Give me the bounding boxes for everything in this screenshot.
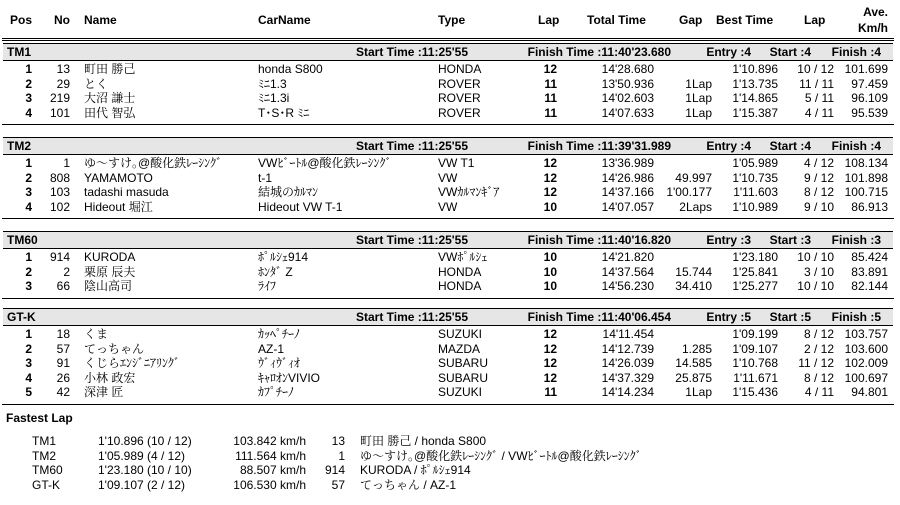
finish-count: Finish :5 [831, 310, 881, 324]
cell-ave: 103.757 [844, 327, 888, 341]
cell-ave: 96.109 [851, 91, 888, 105]
cell-best: 1'09.199 [732, 327, 778, 341]
cell-total: 14'21.820 [601, 250, 654, 264]
cell-no: 1 [63, 156, 70, 170]
cell-best: 1'10.735 [732, 170, 778, 185]
cell-best: 1'13.735 [732, 76, 778, 91]
cell-car: 結城のｶﾙﾏﾝ [258, 185, 319, 199]
cell-gap: 1'00.177 [666, 185, 712, 199]
table-row [0, 156, 900, 170]
cell-best: 1'10.989 [732, 199, 778, 214]
cell-blap: 3 / 10 [803, 264, 834, 279]
cell-blap: 2 / 12 [803, 341, 834, 356]
cell-no: 29 [56, 76, 70, 91]
fastest-time: 1'23.180 (10 / 10) [98, 463, 192, 477]
cell-lap: 12 [543, 370, 557, 385]
cell-total: 14'11.454 [602, 327, 654, 341]
start-count: Start :4 [769, 139, 811, 153]
cell-no: 103 [49, 185, 70, 199]
cell-name: くま [84, 327, 109, 341]
cell-type: VW [438, 199, 458, 214]
cell-blap: 5 / 11 [804, 91, 834, 105]
cell-gap: 1Lap [685, 76, 712, 91]
cell-lap: 11 [544, 105, 557, 120]
finish-time: Finish Time :11:40'16.820 [527, 233, 671, 247]
cell-name: ゆ～すけ｡@酸化鉄ﾚｰｼﾝｸﾞ [84, 156, 223, 170]
cell-pos: 1 [25, 250, 32, 264]
col-lap: Lap [538, 13, 560, 27]
cell-car: ﾐﾆ1.3i [258, 91, 290, 105]
cell-car: T･S･R ﾐﾆ [258, 105, 310, 120]
fastest-no: 914 [324, 463, 345, 477]
class-header-bar [3, 137, 893, 155]
cell-car: ｶｯﾍﾟﾁｰﾉ [258, 327, 301, 341]
cell-lap: 12 [543, 170, 557, 185]
cell-pos: 4 [25, 199, 32, 214]
finish-time: Finish Time :11:40'23.680 [527, 45, 671, 59]
cell-lap: 10 [543, 250, 557, 264]
table-row [0, 250, 900, 264]
cell-type: VWｶﾙﾏﾝｷﾞｱ [438, 185, 500, 199]
fastest-time: 1'10.896 (10 / 12) [98, 434, 192, 448]
finish-count: Finish :4 [831, 45, 881, 59]
table-row [0, 279, 900, 293]
cell-name: 深津 匠 [84, 385, 124, 399]
cell-blap: 8 / 12 [803, 185, 834, 199]
cell-lap: 10 [543, 279, 557, 293]
fastest-cls: GT-K [32, 477, 61, 492]
section-divider [2, 218, 894, 219]
cell-ave: 108.134 [844, 156, 888, 170]
cell-best: 1'10.896 [732, 62, 778, 76]
col-no: No [54, 13, 70, 27]
cell-blap: 9 / 10 [803, 199, 834, 214]
table-row [0, 91, 900, 105]
cell-ave: 100.697 [844, 370, 888, 385]
class-header-bar [3, 231, 893, 249]
table-row [0, 106, 900, 120]
start-time: Start Time :11:25'55 [355, 233, 468, 247]
cell-name: 陰山高司 [84, 279, 133, 293]
cell-lap: 12 [543, 327, 557, 341]
fastest-speed: 88.507 km/h [239, 463, 306, 477]
table-row [0, 265, 900, 279]
cell-blap: 10 / 10 [797, 279, 834, 293]
cell-no: 91 [56, 356, 70, 370]
cell-gap: 2Laps [679, 199, 712, 214]
cell-car: ﾐﾆ1.3 [258, 76, 287, 91]
cell-total: 14'26.986 [601, 170, 654, 185]
col-best-time: Best Time [716, 13, 774, 27]
class-name: GT-K [7, 310, 36, 324]
cell-ave: 94.801 [851, 385, 888, 399]
cell-total: 14'02.603 [601, 91, 654, 105]
cell-name: 小林 政宏 [84, 370, 136, 385]
cell-no: 66 [56, 279, 70, 293]
cell-type: VW [438, 170, 458, 185]
fastest-who: ゆ～すけ｡@酸化鉄ﾚｰｼﾝｸﾞ / VWﾋﾞｰﾄﾙ@酸化鉄ﾚｰｼﾝｸﾞ [360, 448, 642, 463]
col-gap: Gap [679, 13, 703, 27]
finish-count: Finish :3 [831, 233, 881, 247]
cell-blap: 10 / 12 [797, 62, 834, 76]
cell-ave: 102.009 [844, 356, 888, 370]
cell-type: ROVER [438, 91, 481, 105]
cell-lap: 12 [543, 356, 557, 370]
cell-lap: 11 [544, 91, 557, 105]
results-header [0, 0, 900, 42]
cell-blap: 8 / 12 [803, 327, 834, 341]
class-header-bar [3, 43, 893, 61]
cell-name: 田代 智弘 [84, 105, 136, 120]
cell-lap: 12 [543, 62, 557, 76]
cell-total: 14'07.633 [601, 105, 654, 120]
cell-car: ﾎﾟﾙｼｪ914 [258, 250, 309, 264]
cell-name: くじらｴﾝｼﾞﾆｱﾘﾝｸﾞ [84, 356, 181, 370]
cell-car: Hideout VW T-1 [258, 199, 343, 214]
cell-pos: 3 [25, 185, 32, 199]
cell-lap: 10 [543, 264, 557, 279]
cell-pos: 2 [25, 264, 32, 279]
cell-total: 13'50.936 [601, 76, 654, 91]
cell-total: 14'14.234 [601, 385, 654, 399]
entry-count: Entry :4 [706, 45, 751, 59]
table-row [0, 371, 900, 385]
cell-name: YAMAMOTO [84, 170, 153, 185]
cell-gap: 1Lap [685, 91, 712, 105]
cell-pos: 2 [25, 341, 32, 356]
cell-total: 14'37.329 [601, 370, 654, 385]
cell-gap: 1.285 [681, 341, 712, 356]
finish-count: Finish :4 [831, 139, 881, 153]
cell-no: 102 [49, 199, 70, 214]
fastest-cls: TM2 [32, 448, 56, 463]
cell-gap: 34.410 [675, 279, 712, 293]
cell-gap: 1Lap [685, 105, 712, 120]
cell-best: 1'25.277 [732, 279, 778, 293]
cell-best: 1'10.768 [732, 356, 778, 370]
cell-no: 219 [49, 91, 70, 105]
cell-blap: 8 / 12 [803, 370, 834, 385]
table-row [0, 327, 900, 341]
cell-best: 1'14.865 [732, 91, 778, 105]
section-divider [2, 124, 894, 125]
cell-total: 13'36.989 [601, 156, 654, 170]
table-row [0, 185, 900, 199]
cell-car: honda S800 [258, 62, 323, 76]
col-ave-2: Km/h [858, 21, 888, 35]
cell-pos: 2 [25, 170, 32, 185]
cell-gap: 14.585 [675, 356, 712, 370]
cell-best: 1'11.671 [733, 370, 778, 385]
fastest-who: 町田 勝己 / honda S800 [360, 434, 487, 448]
cell-gap: 49.997 [675, 170, 712, 185]
cell-ave: 82.144 [851, 279, 888, 293]
cell-total: 14'56.230 [601, 279, 654, 293]
cell-no: 808 [49, 170, 70, 185]
fastest-lap-title: Fastest Lap [6, 411, 73, 425]
cell-name: 町田 勝己 [84, 62, 136, 76]
col-best-lap: Lap [804, 13, 826, 27]
cell-type: HONDA [438, 264, 482, 279]
cell-ave: 85.424 [851, 250, 888, 264]
cell-name: てっちゃん [84, 341, 145, 356]
cell-best: 1'15.436 [732, 385, 778, 399]
class-name: TM2 [7, 139, 31, 153]
cell-pos: 4 [25, 370, 32, 385]
fastest-who: KURODA / ﾎﾟﾙｼｪ914 [360, 463, 471, 477]
cell-ave: 86.913 [851, 199, 888, 214]
cell-lap: 10 [543, 199, 557, 214]
start-count: Start :4 [769, 45, 811, 59]
cell-lap: 12 [543, 156, 557, 170]
cell-pos: 4 [25, 105, 32, 120]
start-count: Start :5 [769, 310, 811, 324]
cell-gap: 15.744 [675, 264, 712, 279]
cell-name: 栗原 辰夫 [84, 264, 136, 279]
fastest-speed: 103.842 km/h [233, 434, 306, 448]
cell-ave: 103.600 [844, 341, 888, 356]
cell-no: 18 [56, 327, 70, 341]
cell-gap: 25.875 [675, 370, 712, 385]
cell-best: 1'05.989 [732, 156, 778, 170]
cell-pos: 3 [25, 356, 32, 370]
cell-type: MAZDA [438, 341, 480, 356]
cell-pos: 1 [25, 62, 32, 76]
col-pos: Pos [10, 13, 33, 27]
cell-name: 大沼 謙士 [84, 91, 136, 105]
table-row [0, 62, 900, 76]
cell-ave: 83.891 [851, 264, 888, 279]
cell-total: 14'12.739 [601, 341, 654, 356]
table-row [0, 200, 900, 214]
cell-lap: 12 [543, 341, 557, 356]
finish-time: Finish Time :11:39'31.989 [527, 139, 671, 153]
col-carname: CarName [258, 13, 311, 27]
cell-best: 1'11.603 [733, 185, 778, 199]
cell-total: 14'28.680 [601, 62, 654, 76]
cell-car: ｷｬﾛｵﾝVIVIO [258, 370, 321, 385]
cell-blap: 4 / 12 [803, 156, 834, 170]
cell-no: 914 [49, 250, 70, 264]
cell-pos: 1 [25, 156, 32, 170]
cell-no: 26 [56, 370, 70, 385]
cell-ave: 95.539 [851, 105, 888, 120]
cell-no: 2 [63, 264, 70, 279]
cell-pos: 3 [25, 279, 32, 293]
cell-ave: 97.459 [851, 76, 888, 91]
class-name: TM1 [7, 45, 31, 59]
cell-name: とく [84, 76, 109, 91]
cell-best: 1'09.107 [732, 341, 778, 356]
col-total-time: Total Time [587, 13, 646, 27]
cell-car: ﾗｲﾌ [258, 279, 277, 293]
cell-lap: 11 [544, 76, 557, 91]
cell-type: SUBARU [438, 356, 489, 370]
cell-car: AZ-1 [258, 341, 285, 356]
cell-type: HONDA [438, 62, 482, 76]
section-divider [2, 298, 894, 299]
fastest-time: 1'05.989 (4 / 12) [98, 448, 186, 463]
cell-ave: 100.715 [844, 185, 888, 199]
start-time: Start Time :11:25'55 [355, 45, 468, 59]
cell-type: VWﾎﾟﾙｼｪ [438, 250, 488, 264]
table-row [0, 385, 900, 399]
entry-count: Entry :4 [706, 139, 751, 153]
cell-pos: 2 [25, 76, 32, 91]
cell-blap: 10 / 10 [797, 250, 834, 264]
table-row [0, 342, 900, 356]
entry-count: Entry :3 [706, 233, 751, 247]
cell-type: ROVER [438, 105, 481, 120]
cell-car: ﾎﾝﾀﾞ Z [258, 264, 293, 279]
cell-name: tadashi masuda [84, 185, 169, 199]
cell-pos: 1 [25, 327, 32, 341]
cell-name: Hideout 堀江 [84, 199, 153, 214]
cell-best: 1'25.841 [732, 264, 778, 279]
table-row [0, 77, 900, 91]
cell-type: HONDA [438, 279, 482, 293]
cell-blap: 11 / 11 [799, 76, 834, 91]
start-time: Start Time :11:25'55 [355, 310, 468, 324]
start-count: Start :3 [769, 233, 811, 247]
cell-car: t-1 [258, 170, 273, 185]
cell-gap: 1Lap [685, 385, 712, 399]
class-name: TM60 [7, 233, 38, 247]
cell-total: 14'07.057 [601, 199, 654, 214]
cell-pos: 5 [25, 385, 32, 399]
cell-best: 1'15.387 [732, 105, 778, 120]
cell-total: 14'37.166 [601, 185, 654, 199]
fastest-speed: 106.530 km/h [233, 477, 306, 492]
cell-type: SUZUKI [438, 385, 483, 399]
cell-total: 14'37.564 [601, 264, 654, 279]
entry-count: Entry :5 [706, 310, 751, 324]
cell-blap: 11 / 12 [798, 356, 834, 370]
finish-time: Finish Time :11:40'06.454 [527, 310, 671, 324]
fastest-time: 1'09.107 (2 / 12) [98, 477, 186, 492]
cell-pos: 3 [25, 91, 32, 105]
cell-car: ｶﾌﾟﾁｰﾉ [258, 385, 295, 399]
fastest-cls: TM1 [32, 434, 56, 448]
cell-no: 13 [56, 62, 70, 76]
cell-type: SUZUKI [438, 327, 483, 341]
col-ave-1: Ave. [863, 5, 888, 19]
fastest-cls: TM60 [32, 463, 63, 477]
cell-type: VW T1 [438, 156, 475, 170]
fastest-no: 13 [331, 434, 345, 448]
cell-car: ｳﾞｨｳﾞｨｵ [258, 356, 301, 370]
start-time: Start Time :11:25'55 [355, 139, 468, 153]
fastest-no: 1 [338, 448, 345, 463]
cell-ave: 101.699 [844, 62, 888, 76]
header-divider-bottom [2, 40, 894, 41]
col-type: Type [438, 13, 466, 27]
fastest-who: てっちゃん / AZ-1 [360, 477, 457, 492]
cell-type: SUBARU [438, 370, 489, 385]
cell-lap: 12 [543, 185, 557, 199]
cell-car: VWﾋﾞｰﾄﾙ@酸化鉄ﾚｰｼﾝｸﾞ [258, 156, 392, 170]
cell-no: 42 [56, 385, 70, 399]
fastest-no: 57 [331, 477, 345, 492]
section-divider [2, 404, 894, 405]
col-name: Name [84, 13, 117, 27]
cell-total: 14'26.039 [601, 356, 654, 370]
class-header-bar [3, 308, 893, 326]
cell-lap: 11 [544, 385, 557, 399]
fastest-speed: 111.564 km/h [235, 448, 306, 463]
cell-no: 57 [56, 341, 70, 356]
cell-blap: 4 / 11 [804, 385, 834, 399]
table-row [0, 356, 900, 370]
cell-best: 1'23.180 [732, 250, 778, 264]
cell-type: ROVER [438, 76, 481, 91]
cell-ave: 101.898 [844, 170, 888, 185]
cell-name: KURODA [84, 250, 136, 264]
cell-blap: 4 / 11 [804, 105, 834, 120]
header-divider-top [2, 38, 894, 39]
table-row [0, 171, 900, 185]
cell-blap: 9 / 12 [803, 170, 834, 185]
cell-no: 101 [49, 105, 70, 120]
